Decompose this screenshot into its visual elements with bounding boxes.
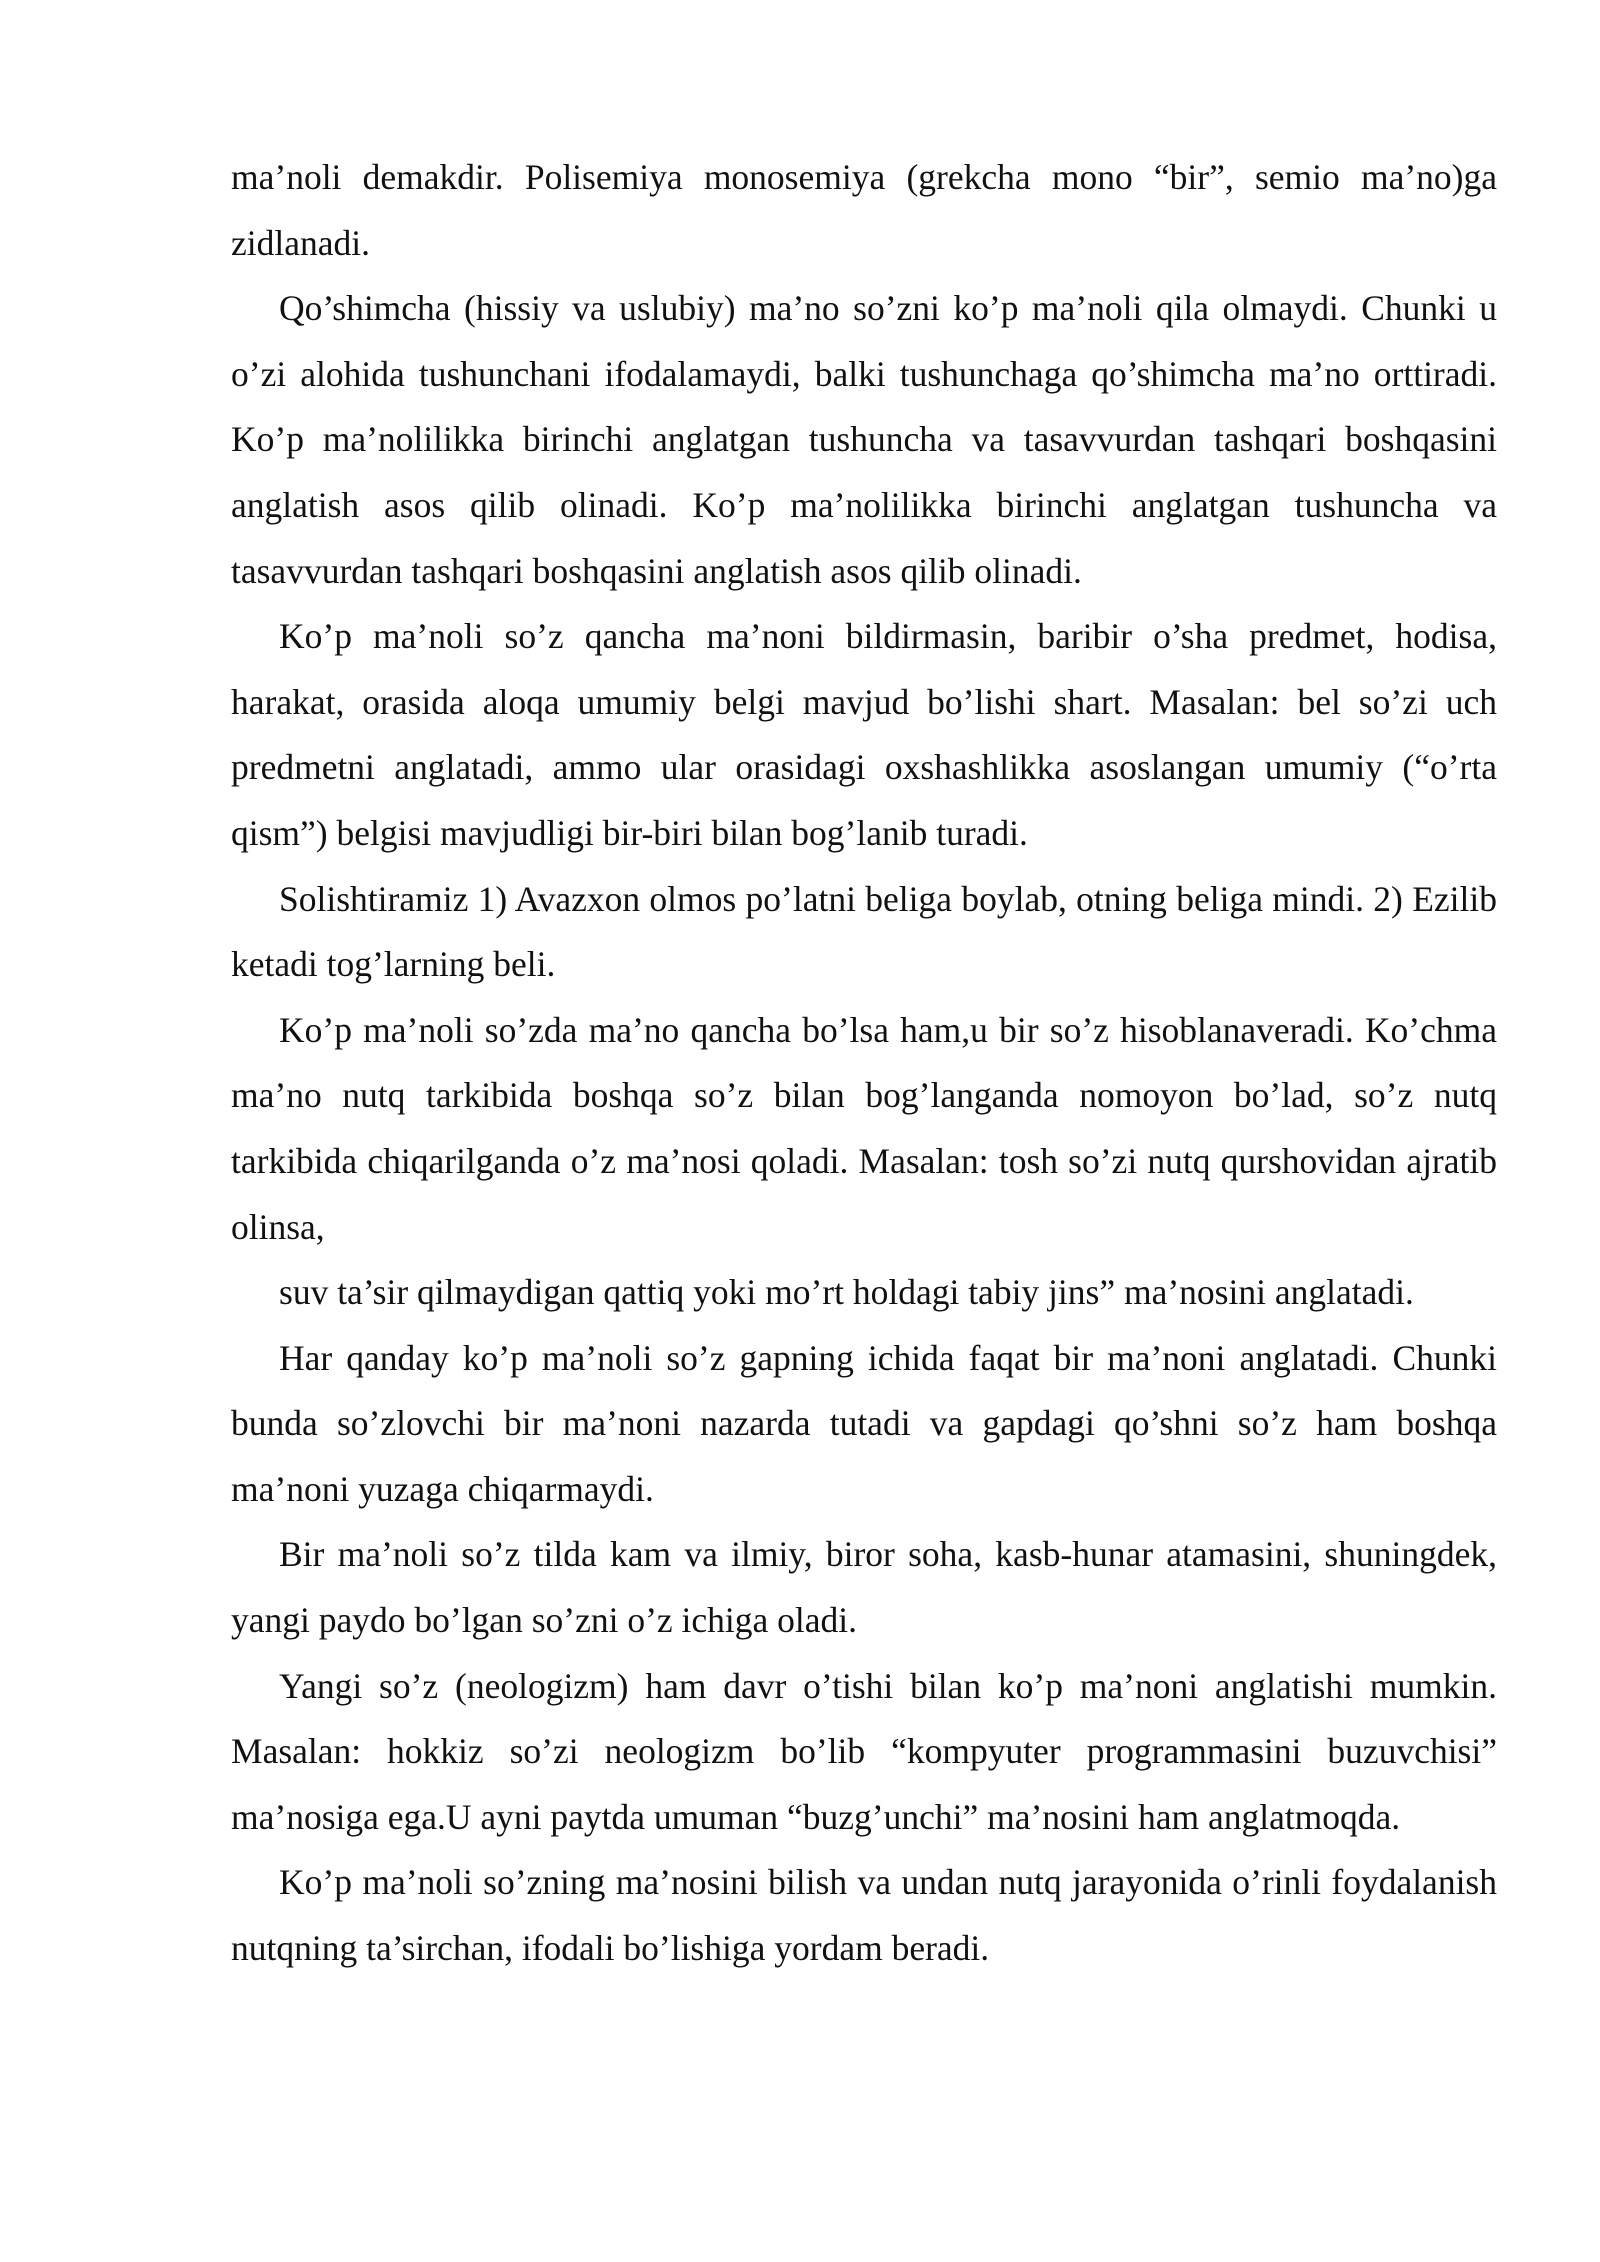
- paragraph-neologizm: Yangi so’z (neologizm) ham davr o’tishi bilan ko’p ma’noni anglatishi mumkin. Masalan: hokkiz so’zi neologizm bo’lib “kompyuter programmasini buzuvchisi” ma’nosiga ega.U ayni paytda umuman “buzg’unchi” ma’nosini ham anglatmoqda.: [231, 1665, 1497, 1837]
- paragraph-solishtiramiz: Solishtiramiz 1) Avazxon olmos po’latni beliga boylab, otning beliga mindi. 2) Ezilib ketadi tog’larning beli.: [231, 878, 1497, 985]
- document-page: [231, 145, 1497, 1982]
- paragraph-kop-manoli-soz: Ko’p ma’noli so’z qancha ma’noni bildirmasin, baribir o’sha predmet, hodisa, harakat, orasida aloqa umumiy belgi mavjud bo’lishi shart. Masalan: bel so’zi uch predmetni anglatadi, ammo ular orasidagi oxshashlikka asoslangan umumiy (“o’rta qism”) belgisi mavjudligi bir-biri bilan bog’lanib turadi.: [231, 616, 1497, 853]
- paragraph-kochma-mano: Ko’p ma’noli so’zda ma’no qancha bo’lsa ham,u bir so’z hisoblanaveradi. Ko’chma ma’no nutq tarkibida boshqa so’z bilan bog’langanda nomoyon bo’lad, so’z nutq tarkibida chiqarilganda o’z ma’nosi qoladi. Masalan: tosh so’zi nutq qurshovidan ajratib olinsa,: [231, 1009, 1497, 1247]
- paragraph-gap-ichida: Har qanday ko’p ma’noli so’z gapning ichida faqat bir ma’noni anglatadi. Chunki bunda so’zlovchi bir ma’noni nazarda tutadi va gapdagi qo’shni so’z ham boshqa ma’noni yuzaga chiqarmaydi.: [231, 1337, 1497, 1509]
- paragraph-tosh-manosi: suv ta’sir qilmaydigan qattiq yoki mo’rt holdagi tabiy jins” ma’nosini anglatadi.: [279, 1272, 1414, 1313]
- paragraph-qoshimcha-mano: Qo’shimcha (hissiy va uslubiy) ma’no so’zni ko’p ma’noli qila olmaydi. Chunki u o’zi alohida tushunchani ifodalamaydi, balki tushunchaga qo’shimcha ma’no orttiradi. Ko’p ma’nolilikka birinchi anglatgan tushuncha va tasavvurdan tashqari boshqasini anglatish asos qilib olinadi. Ko’p ma’nolilikka birinchi anglatgan tushuncha va tasavvurdan tashqari boshqasini anglatish asos qilib olinadi.: [231, 288, 1497, 591]
- paragraph-polisemiya-end: ma’noli demakdir. Polisemiya monosemiya (grekcha mono “bir”, semio ma’no)ga zidlanadi.: [231, 157, 1497, 263]
- paragraph-nutq-tasirchan: Ko’p ma’noli so’zning ma’nosini bilish va undan nutq jarayonida o’rinli foydalanish nutqning ta’sirchan, ifodali bo’lishiga yordam beradi.: [231, 1862, 1497, 1969]
- paragraph-bir-manoli-soz: Bir ma’noli so’z tilda kam va ilmiy, biror soha, kasb-hunar atamasini, shuningdek, yangi paydo bo’lgan so’zni o’z ichiga oladi.: [231, 1534, 1497, 1641]
